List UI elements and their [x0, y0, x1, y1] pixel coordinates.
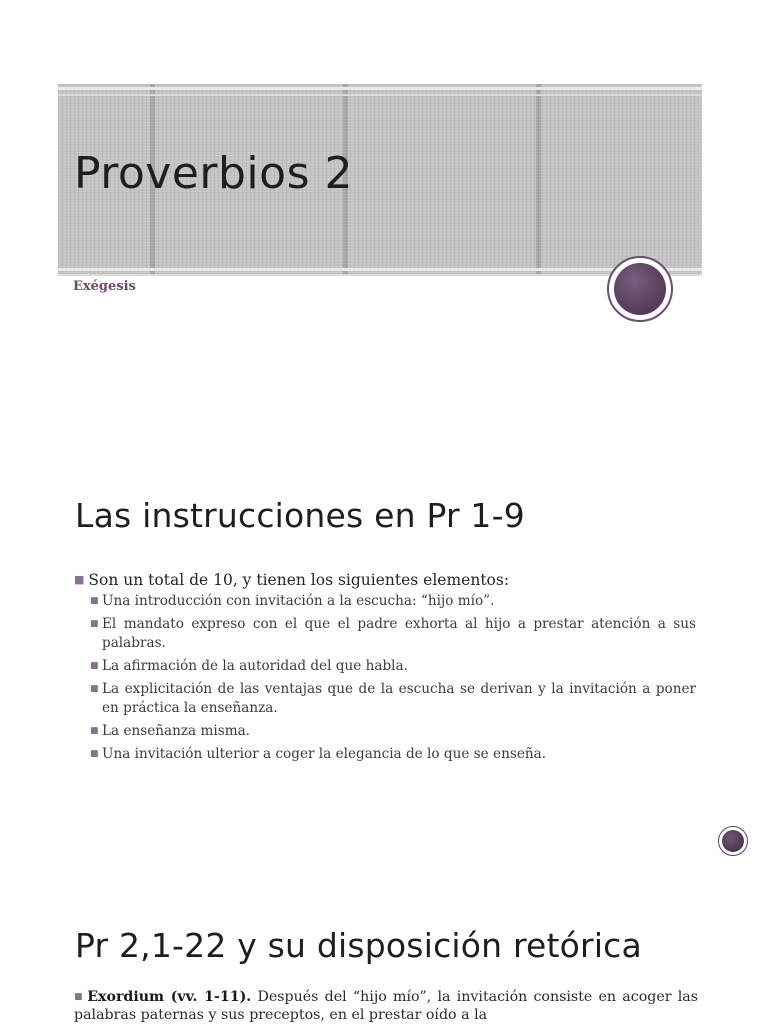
- list-item-text: La enseñanza misma.: [102, 723, 251, 739]
- bullet-icon: ■: [74, 573, 85, 586]
- list-item: [90, 722, 696, 741]
- main-bullet-text: Son un total de 10, y tienen los siguientes elementos:: [88, 571, 510, 589]
- title-banner: [58, 84, 702, 276]
- list-item-text: El mandato expreso con el que el padre exhorta al hijo a prestar atención a sus palabras.: [102, 616, 696, 651]
- slide-title: Proverbios 2: [74, 148, 353, 199]
- small-circle-badge-icon: [718, 826, 748, 856]
- sub-bullet-list: [90, 592, 696, 768]
- sub-bullet-icon: ■: [90, 596, 99, 606]
- banner-bottom-line-outer: [58, 274, 702, 276]
- exordium-paragraph: [74, 988, 698, 1024]
- list-item-text: La explicitación de las ventajas que de la escucha se derivan y la invitación a poner en práctica la enseñanza.: [102, 681, 696, 716]
- sub-bullet-icon: ■: [90, 684, 99, 694]
- sub-bullet-icon: ■: [90, 726, 99, 736]
- banner-top-line-inner: [58, 94, 702, 96]
- list-item: [90, 745, 696, 764]
- exordium-label: Exordium (vv. 1-11).: [87, 989, 252, 1005]
- sub-bullet-icon: ■: [90, 661, 99, 671]
- list-item-text: Una introducción con invitación a la escucha: “hijo mío”.: [102, 593, 495, 609]
- list-item-text: Una invitación ulterior a coger la elegancia de lo que se enseña.: [102, 746, 547, 762]
- list-item-text: La afirmación de la autoridad del que habla.: [102, 658, 408, 674]
- sub-bullet-icon: ■: [90, 749, 99, 759]
- banner-bottom-line: [58, 268, 702, 271]
- banner-top-line: [58, 87, 702, 90]
- list-item: [90, 592, 696, 611]
- slide2-heading: Las instrucciones en Pr 1-9: [75, 496, 525, 535]
- list-item: [90, 615, 696, 653]
- list-item: [90, 680, 696, 718]
- main-bullet: [74, 569, 698, 591]
- bullet-icon: ■: [74, 992, 85, 1002]
- slide-subtitle: Exégesis: [73, 279, 136, 294]
- slide3-heading: Pr 2,1-22 y su disposición retórica: [75, 926, 642, 965]
- circle-badge-icon: [607, 256, 673, 322]
- sub-bullet-icon: ■: [90, 619, 99, 629]
- list-item: [90, 657, 696, 676]
- exordium-text: Después del “hijo mío”, la invitación consiste en acoger las palabras paternas y sus preceptos, en el prestar oído a la: [74, 989, 698, 1023]
